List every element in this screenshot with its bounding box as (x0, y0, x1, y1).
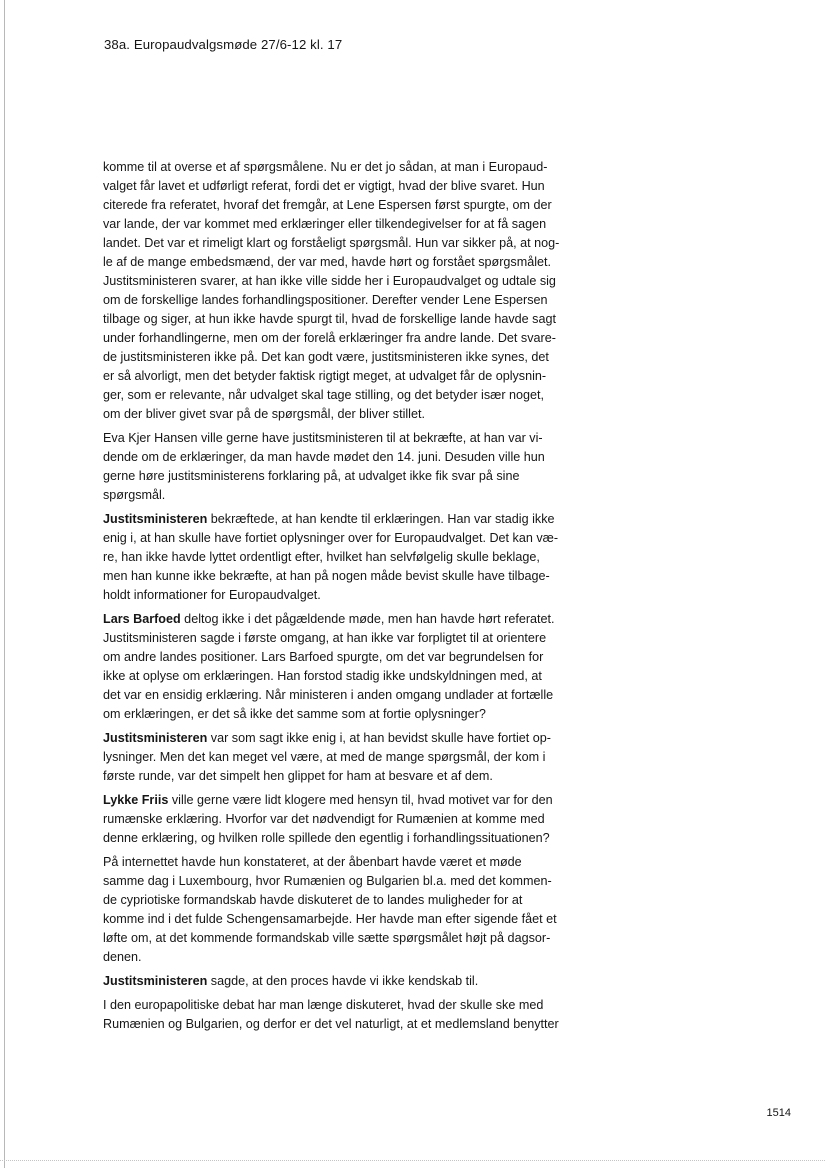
paragraph (103, 610, 591, 724)
speaker-name: Justitsministeren (103, 731, 208, 745)
text-line: om de forskellige landes forhandlingspositioner. Derefter vender Lene Espersen (103, 293, 548, 307)
text-line: ger, som er relevante, når udvalget skal tage stilling, og det betyder især noget, (103, 388, 545, 402)
text-line: men han kunne ikke bekræfte, at han på nogen måde bevist skulle have tilbage- (103, 569, 550, 583)
text-line: enig i, at han skulle have fortiet oplysninger over for Europaudvalget. Det kan væ- (103, 531, 559, 545)
speaker-name: Justitsministeren (103, 512, 208, 526)
line-text: var som sagt ikke enig i, at han bevidst skulle have fortiet op- (207, 731, 551, 745)
text-line (103, 972, 591, 991)
line-text: sagde, at den proces havde vi ikke kendskab til. (207, 974, 479, 988)
text-line: landet. Det var et rimeligt klart og forståeligt spørgsmål. Hun var sikker på, at nog- (103, 236, 560, 250)
text-line: de justitsministeren ikke på. Det kan godt være, justitsministeren ikke synes, det (103, 350, 549, 364)
text-line: På internettet havde hun konstateret, at der åbenbart havde været et møde (103, 855, 522, 869)
text-line: denne erklæring, og hvilken rolle spillede den egentlig i forhandlingssituationen? (103, 831, 550, 845)
speaker-name: Lars Barfoed (103, 612, 181, 626)
text-line (103, 510, 591, 529)
line-text: ville gerne være lidt klogere med hensyn til, hvad motivet var for den (168, 793, 553, 807)
text-line: om andre landes positioner. Lars Barfoed spurgte, om det var begrundelsen for (103, 650, 544, 664)
line-text: bekræftede, at han kendte til erklæringen. Han var stadig ikke (207, 512, 555, 526)
text-line: gerne høre justitsministerens forklaring på, at udvalget ikke fik svar på sine (103, 469, 520, 483)
text-line: denen. (103, 950, 142, 964)
paragraph (103, 853, 591, 967)
text-line: Eva Kjer Hansen ville gerne have justitsministeren til at bekræfte, at han var vi- (103, 431, 543, 445)
text-line: løfte om, at det kommende formandskab ville sætte spørgsmålet højt på dagsor- (103, 931, 551, 945)
text-line: komme ind i det fulde Schengensamarbejde. Her havde man efter sigende fået et (103, 912, 557, 926)
text-line: er så alvorligt, men det betyder faktisk rigtigt meget, at udvalget får de oplysnin- (103, 369, 547, 383)
paragraph (103, 158, 591, 424)
text-line: tilbage og siger, at hun ikke havde spurgt til, hvad de forskellige lande havde sagt (103, 312, 556, 326)
text-line (103, 791, 591, 810)
speaker-name: Lykke Friis (103, 793, 169, 807)
text-line: rumænske erklæring. Hvorfor var det nødvendigt for Rumænien at komme med (103, 812, 545, 826)
text-line (103, 729, 591, 748)
text-line: dende om de erklæringer, da man havde mødet den 14. juni. Desuden ville hun (103, 450, 545, 464)
text-line: ikke at oplyse om erklæringen. Han forstod stadig ikke undskyldningen med, at (103, 669, 542, 683)
text-line: om erklæringen, er det så ikke det samme som at fortie oplysninger? (103, 707, 486, 721)
text-line: første runde, var det simpelt hen glippet for ham at besvare et af dem. (103, 769, 493, 783)
line-text: deltog ikke i det pågældende møde, men han havde hørt referatet. (180, 612, 555, 626)
text-line: det var en ensidig erklæring. Når ministeren i anden omgang undlader at fortælle (103, 688, 554, 702)
paragraph (103, 791, 591, 848)
document-body (103, 158, 591, 1039)
text-line: om der bliver givet svar på de spørgsmål, der bliver stillet. (103, 407, 425, 421)
paragraph (103, 996, 591, 1034)
paragraph (103, 972, 591, 991)
text-line: var lande, der var kommet med erklæringer eller tilkendegivelser for at få sagen (103, 217, 547, 231)
text-line: re, han ikke havde lyttet ordentligt efter, hvilket han selvfølgelig skulle beklage, (103, 550, 540, 564)
paragraph (103, 429, 591, 505)
text-line: I den europapolitiske debat har man længe diskuteret, hvad der skulle ske med (103, 998, 544, 1012)
paragraph (103, 510, 591, 605)
page-number: 1514 (766, 1107, 791, 1119)
text-line: Justitsministeren svarer, at han ikke ville sidde her i Europaudvalget og udtale sig (103, 274, 556, 288)
text-line: Justitsministeren sagde i første omgang, at han ikke var forpligtet til at orientere (103, 631, 547, 645)
text-line: holdt informationer for Europaudvalget. (103, 588, 321, 602)
text-line: le af de mange embedsmænd, der var med, havde hørt og forstået spørgsmålet. (103, 255, 551, 269)
text-line: valget får lavet et udførligt referat, fordi det er vigtigt, hvad der blive svaret. Hun (103, 179, 545, 193)
speaker-name: Justitsministeren (103, 974, 208, 988)
paragraph (103, 729, 591, 786)
text-line: samme dag i Luxembourg, hvor Rumænien og Bulgarien bl.a. med det kommen- (103, 874, 552, 888)
text-line: de cypriotiske formandskab havde diskuteret de to landes muligheder for at (103, 893, 523, 907)
text-line: under forhandlingerne, men om der forelå erklæringer fra andre lande. Det svare- (103, 331, 556, 345)
text-line: spørgsmål. (103, 488, 166, 502)
text-line: Rumænien og Bulgarien, og derfor er det vel naturligt, at et medlemsland benytter (103, 1017, 559, 1031)
text-line: komme til at overse et af spørgsmålene. Nu er det jo sådan, at man i Europaud- (103, 160, 548, 174)
page-bottom-edge (0, 1160, 825, 1162)
text-line: citerede fra referatet, hvoraf det fremgår, at Lene Espersen først spurgte, om der (103, 198, 552, 212)
page-header: 38a. Europaudvalgsmøde 27/6-12 kl. 17 (104, 37, 343, 52)
text-line: lysninger. Men det kan meget vel være, at med de mange spørgsmål, der kom i (103, 750, 546, 764)
text-line (103, 610, 591, 629)
page-edge (4, 0, 5, 1168)
